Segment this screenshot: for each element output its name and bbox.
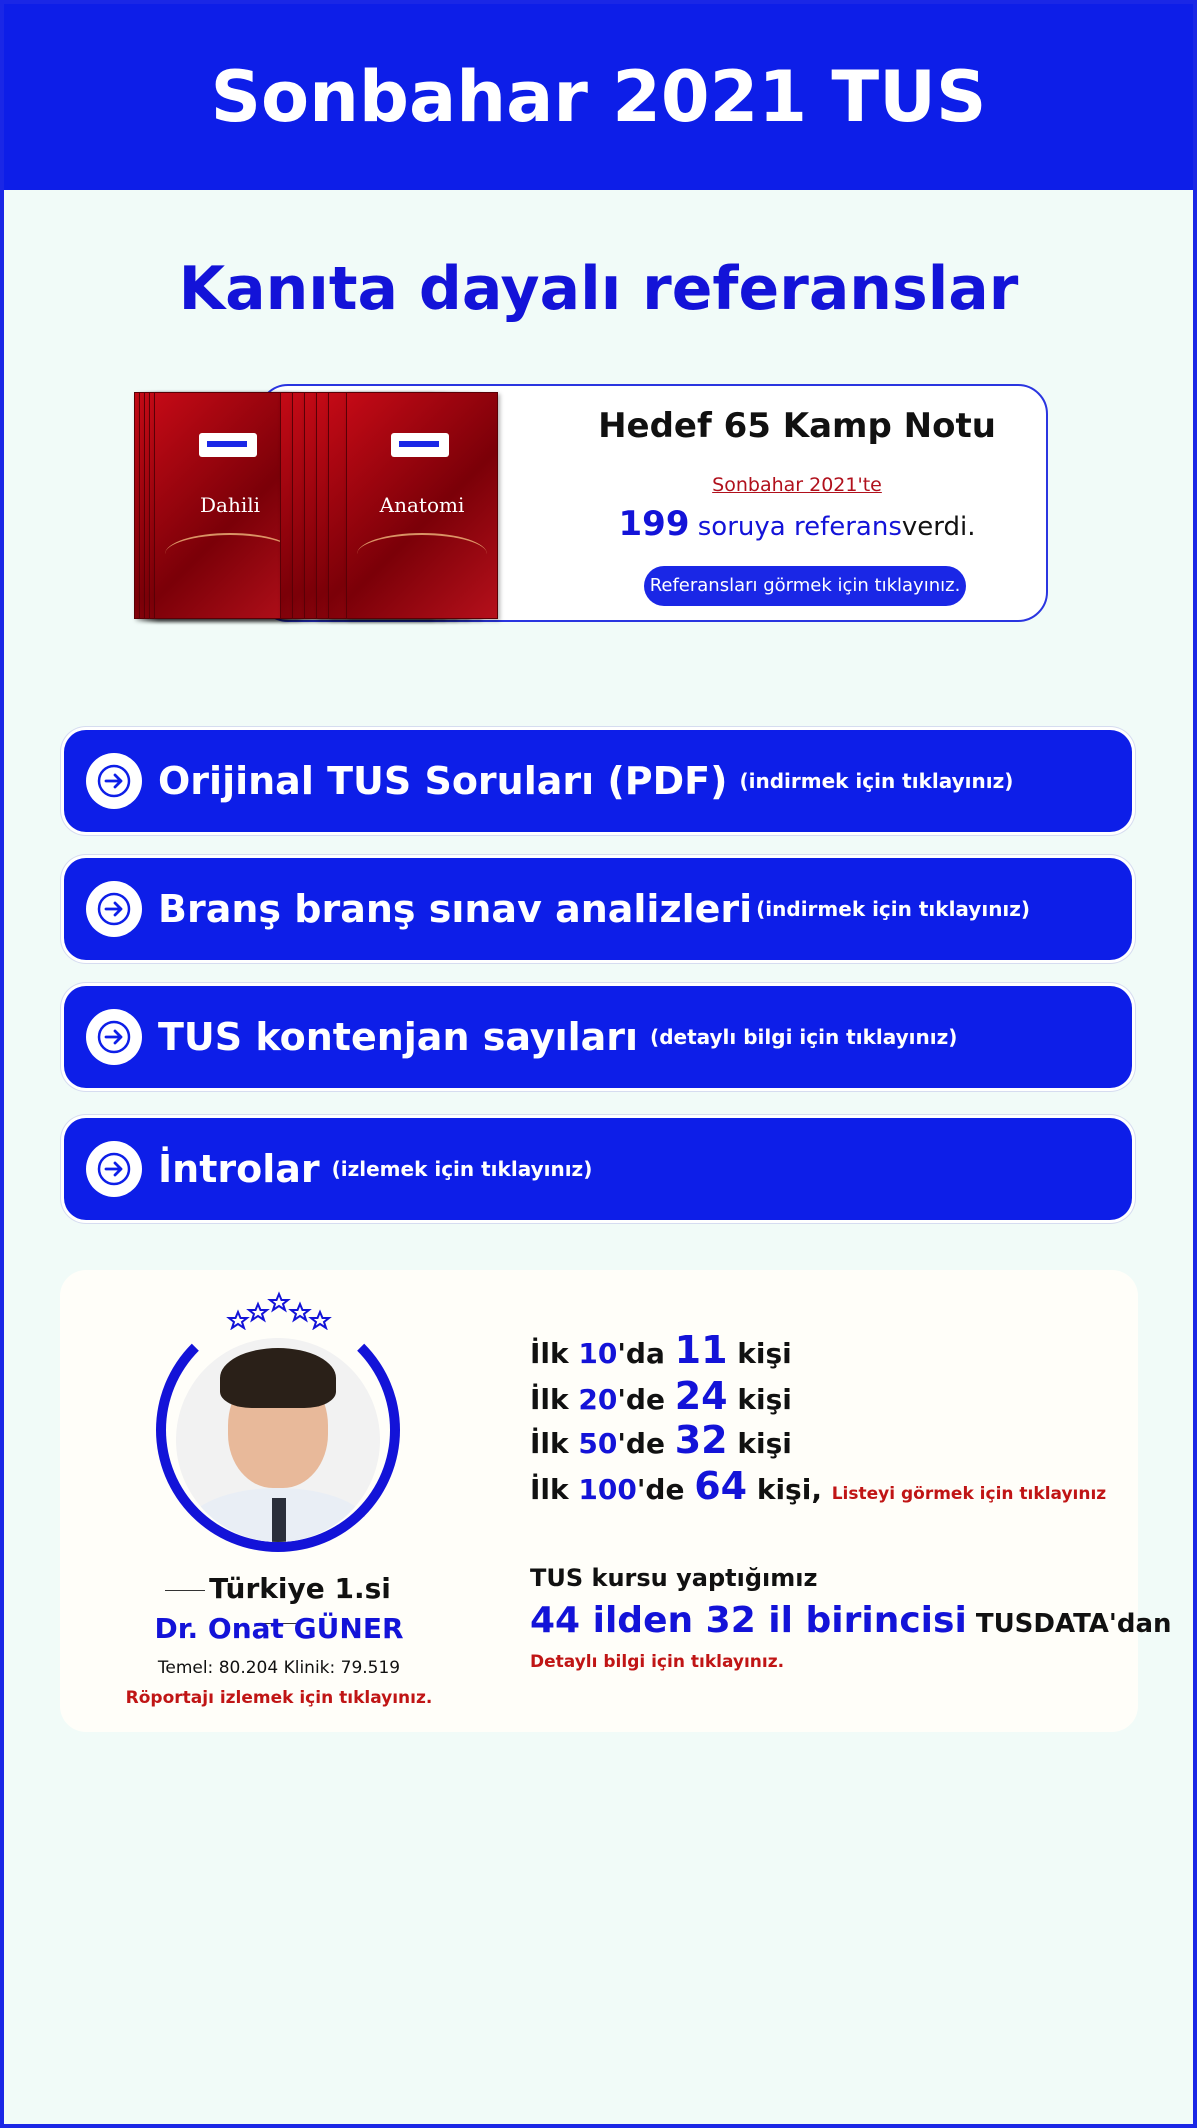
book-stack-dahili — [134, 392, 304, 617]
nav-button-intros[interactable] — [64, 1118, 1132, 1220]
nav-button-label: Orijinal TUS Soruları (PDF) — [158, 759, 728, 803]
nav-button-original-questions[interactable] — [64, 730, 1132, 832]
stat-row-top50: İlk 50'de 32 kişi — [530, 1418, 792, 1462]
arrow-right-icon — [86, 753, 142, 809]
view-references-button[interactable]: Referansları görmek için tıklayınız. — [644, 566, 966, 606]
page-title: Sonbahar 2021 TUS — [210, 56, 987, 138]
tusdata-logo-icon — [391, 433, 449, 457]
nav-button-hint: (indirmek için tıklayınız) — [756, 897, 1031, 921]
book-label: Anatomi — [379, 493, 465, 517]
nav-button-label: İntrolar — [158, 1147, 320, 1191]
term-link[interactable]: Sonbahar 2021'te — [712, 474, 882, 496]
avatar — [176, 1338, 380, 1542]
nav-button-label: TUS kontenjan sayıları — [158, 1015, 639, 1059]
arrow-right-icon — [86, 1141, 142, 1197]
stat-row-top100: İlk 100'de 64 kişi, Listeyi görmek için tıklayınız — [530, 1464, 1107, 1508]
nav-button-hint: (detaylı bilgi için tıklayınız) — [650, 1025, 958, 1049]
tusdata-logo-icon — [199, 433, 257, 457]
book-stack-anatomi — [280, 392, 500, 617]
header-banner — [4, 4, 1193, 190]
reference-count-tail: verdi. — [901, 512, 976, 542]
stat-row-top10: İlk 10'da 11 kişi — [530, 1328, 792, 1372]
stat-row-top20: İlk 20'de 24 kişi — [530, 1374, 792, 1418]
nav-button-hint: (indirmek için tıklayınız) — [739, 769, 1014, 793]
reference-count-line — [572, 504, 1022, 544]
course-text: TUS kursu yaptığımız — [530, 1564, 818, 1592]
references-card-title: Hedef 65 Kamp Notu — [598, 406, 996, 446]
nav-button-label: Branş branş sınav analizleri — [158, 887, 753, 931]
book-label: Dahili — [199, 493, 261, 517]
arrow-right-icon — [86, 1009, 142, 1065]
winner-scores: Temel: 80.204 Klinik: 79.519 — [157, 1658, 401, 1678]
nav-button-branch-analysis[interactable] — [64, 858, 1132, 960]
winner-rank: Türkiye 1.si — [144, 1572, 408, 1638]
reference-count: 199 — [618, 504, 690, 544]
book-images[interactable] — [134, 392, 504, 622]
references-section-title: Kanıta dayalı referanslar — [178, 254, 1019, 324]
nav-button-quota-numbers[interactable] — [64, 986, 1132, 1088]
view-list-link[interactable]: Listeyi görmek için tıklayınız — [831, 1484, 1107, 1504]
arrow-right-icon — [86, 881, 142, 937]
reference-count-text: soruya referans — [689, 512, 902, 542]
winner-name: Dr. Onat GÜNER — [154, 1612, 404, 1645]
provinces-stat: 44 ilden 32 il birincisi TUSDATA'dan — [530, 1600, 1172, 1641]
nav-button-hint: (izlemek için tıklayınız) — [331, 1157, 593, 1181]
stars-icon — [224, 1290, 334, 1330]
interview-link[interactable]: Röportajı izlemek için tıklayınız. — [125, 1688, 433, 1708]
details-link[interactable]: Detaylı bilgi için tıklayınız. — [530, 1652, 785, 1672]
